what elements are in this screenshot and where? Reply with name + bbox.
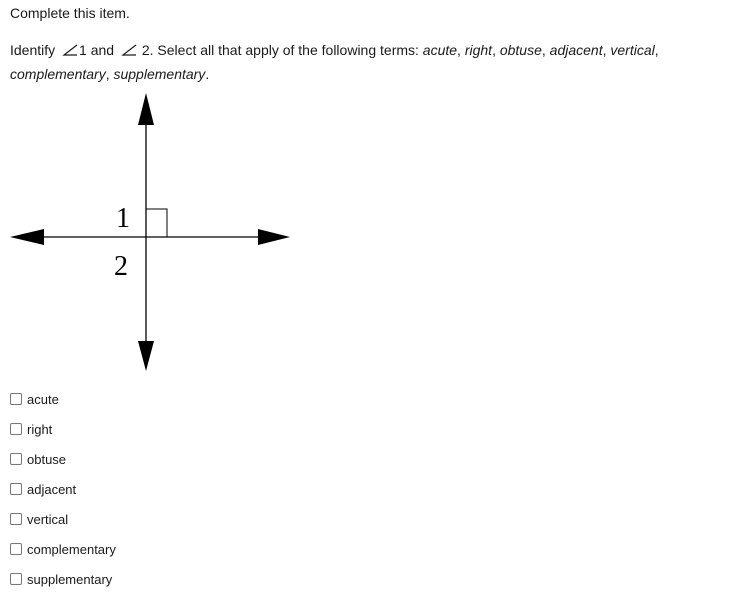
option-label: obtuse (27, 451, 67, 467)
term-adjacent: adjacent (549, 42, 603, 58)
option-complementary[interactable] (10, 534, 116, 564)
option-label: right (27, 421, 53, 437)
top-arrowhead (138, 93, 154, 125)
term-separator: , (541, 42, 550, 58)
term-supplementary: supplementary (113, 66, 206, 82)
left-arrowhead (10, 229, 44, 245)
term-separator: , (105, 66, 114, 82)
angle-icon (62, 43, 78, 57)
checkbox[interactable] (10, 453, 22, 465)
option-right[interactable] (10, 414, 116, 444)
right-arrowhead (258, 229, 290, 245)
term-right: right (464, 42, 493, 58)
angle-2-label: 2 (141, 42, 150, 58)
option-label: supplementary (27, 571, 113, 587)
checkbox[interactable] (10, 393, 22, 405)
option-label: vertical (27, 511, 69, 527)
question-end: . (205, 66, 210, 82)
instruction-text: Complete this item. (10, 5, 130, 21)
option-acute[interactable] (10, 384, 116, 414)
term-separator: , (457, 42, 465, 58)
option-label: adjacent (27, 481, 77, 497)
option-label: acute (27, 391, 59, 407)
term-complementary: complementary (10, 66, 106, 82)
answer-options (10, 384, 116, 594)
angle-label-2: 2 (114, 251, 128, 282)
angle-1-label: 1 (79, 42, 87, 58)
checkbox[interactable] (10, 543, 22, 555)
option-label: complementary (27, 541, 116, 557)
term-separator: , (602, 42, 611, 58)
term-separator: , (492, 42, 500, 58)
term-obtuse: obtuse (499, 42, 542, 58)
checkbox[interactable] (10, 513, 22, 525)
angle-icon (121, 43, 137, 57)
term-separator: , (654, 42, 659, 58)
right-angle-marker (146, 209, 167, 237)
bottom-arrowhead (138, 341, 154, 371)
term-acute: acute (422, 42, 458, 58)
option-obtuse[interactable] (10, 444, 116, 474)
question-joiner: and (90, 42, 115, 58)
term-vertical: vertical (610, 42, 655, 58)
option-supplementary[interactable] (10, 564, 116, 594)
question-text (10, 38, 730, 86)
option-adjacent[interactable] (10, 474, 116, 504)
checkbox[interactable] (10, 423, 22, 435)
option-vertical[interactable] (10, 504, 116, 534)
checkbox[interactable] (10, 483, 22, 495)
perpendicular-lines-figure (0, 85, 300, 375)
question-middle: . Select all that apply of the following terms: (149, 42, 419, 58)
angle-label-1: 1 (116, 203, 130, 234)
checkbox[interactable] (10, 573, 22, 585)
question-prefix: Identify (10, 42, 56, 58)
